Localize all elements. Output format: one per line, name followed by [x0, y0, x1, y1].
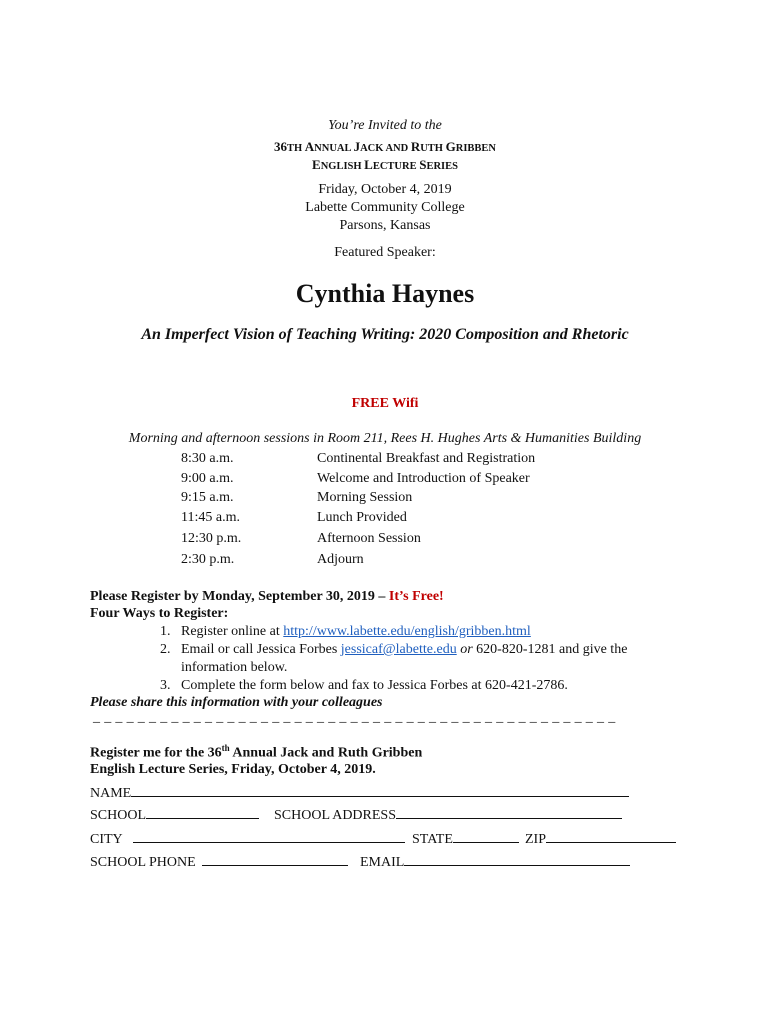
city-blank[interactable] — [133, 841, 405, 843]
event-date: Friday, October 4, 2019 — [318, 182, 452, 197]
register-item-num: 2. — [160, 642, 171, 657]
schedule-event: Morning Session — [317, 490, 413, 505]
register-item-email: Email or call Jessica Forbes jessicaf@labette.edu or 620-820-1281 and give the — [181, 642, 628, 657]
talk-title: An Imperfect Vision of Teaching Writing: 2020 Composition and Rhetoric — [141, 326, 629, 343]
school-field[interactable]: SCHOOL — [90, 809, 259, 823]
zip-field[interactable]: ZIP — [525, 833, 676, 847]
schedule-time: 8:30 a.m. — [181, 451, 234, 466]
school-phone-field[interactable]: SCHOOL PHONE — [90, 856, 348, 870]
email-blank[interactable] — [404, 864, 630, 866]
school-address-blank[interactable] — [396, 817, 622, 819]
share-note: Please share this information with your colleagues — [90, 695, 383, 710]
event-venue: Labette Community College — [305, 200, 465, 215]
event-title-line2: ENGLISH LECTURE SERIES — [312, 157, 458, 172]
city-field[interactable]: CITY — [90, 833, 405, 847]
register-item-online: Register online at http://www.labette.edu/english/gribben.html — [181, 624, 531, 639]
state-blank[interactable] — [453, 841, 519, 843]
state-field[interactable]: STATE — [412, 833, 519, 847]
form-heading-line2: English Lecture Series, Friday, October 4, 2019. — [90, 762, 376, 777]
schedule-time: 12:30 p.m. — [181, 531, 242, 546]
register-ways-heading: Four Ways to Register: — [90, 606, 229, 621]
register-item-num: 3. — [160, 678, 171, 693]
cut-line: _______________________________________________ — [93, 710, 620, 725]
registration-link[interactable]: http://www.labette.edu/english/gribben.html — [283, 624, 531, 639]
invitation-line: You’re Invited to the — [328, 118, 442, 133]
speaker-name: Cynthia Haynes — [295, 279, 475, 308]
zip-blank[interactable] — [546, 841, 676, 843]
form-heading: Register me for the 36th Annual Jack and Ruth Gribben — [90, 743, 423, 761]
school-address-field[interactable]: SCHOOL ADDRESS — [274, 809, 622, 823]
schedule-event: Continental Breakfast and Registration — [317, 451, 536, 466]
name-blank[interactable] — [131, 795, 629, 797]
register-item-email-cont: information below. — [181, 660, 288, 675]
schedule-time: 9:00 a.m. — [181, 471, 234, 486]
event-title-line1: 36TH ANNUAL JACK AND RUTH GRIBBEN — [273, 139, 496, 154]
featured-speaker-label: Featured Speaker: — [334, 245, 436, 260]
wifi-notice: FREE Wifi — [351, 396, 419, 411]
schedule-time: 9:15 a.m. — [181, 490, 234, 505]
email-link[interactable]: jessicaf@labette.edu — [340, 642, 457, 657]
schedule-event: Afternoon Session — [317, 531, 421, 546]
event-city: Parsons, Kansas — [339, 218, 431, 233]
name-field[interactable]: NAME — [90, 787, 629, 801]
school-blank[interactable] — [146, 817, 259, 819]
free-badge: It’s Free! — [388, 589, 444, 604]
schedule-time: 11:45 a.m. — [181, 510, 240, 525]
register-item-fax: Complete the form below and fax to Jessica Forbes at 620-421-2786. — [181, 678, 568, 693]
register-deadline: Please Register by Monday, September 30, 2019 – It’s Free! — [90, 589, 444, 604]
schedule-event: Lunch Provided — [317, 510, 407, 525]
schedule-event: Adjourn — [317, 552, 364, 567]
email-field[interactable]: EMAIL — [360, 856, 630, 870]
register-item-num: 1. — [160, 624, 171, 639]
schedule-event: Welcome and Introduction of Speaker — [317, 471, 530, 486]
schedule-intro: Morning and afternoon sessions in Room 211, Rees H. Hughes Arts & Humanities Building — [128, 431, 642, 446]
schedule-time: 2:30 p.m. — [181, 552, 235, 567]
phone-blank[interactable] — [202, 864, 348, 866]
